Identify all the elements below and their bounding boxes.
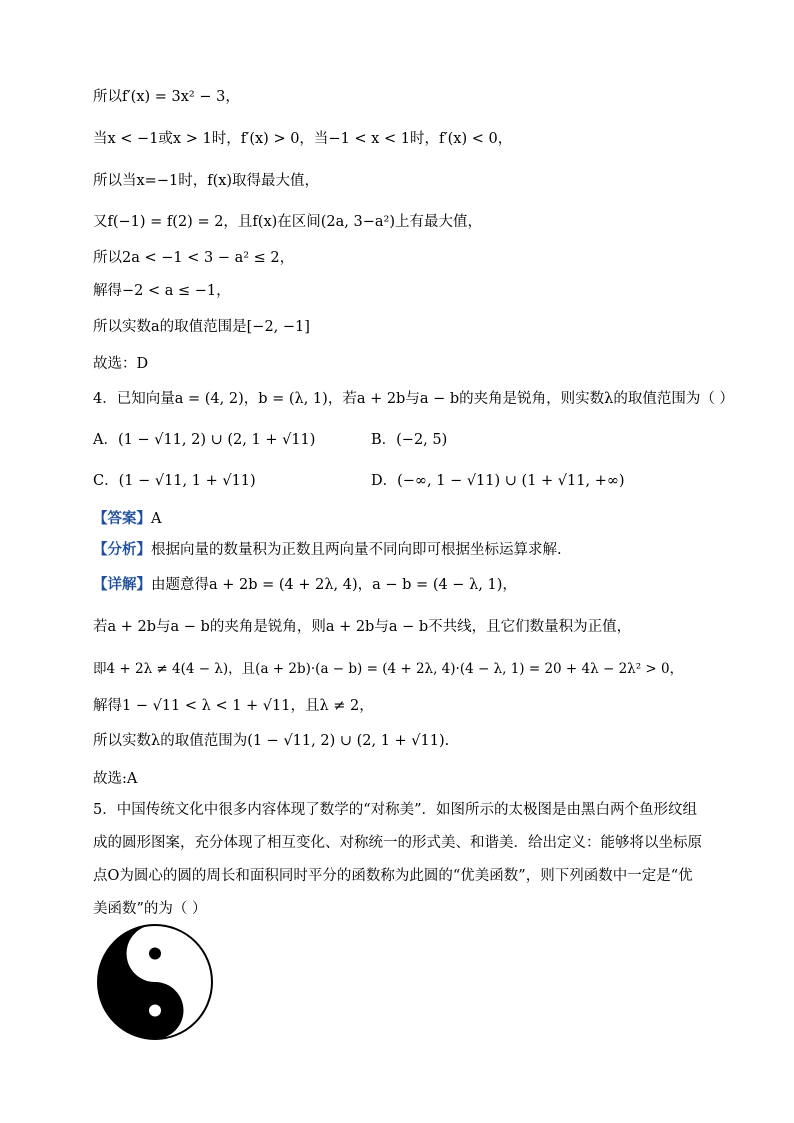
solution-line-5: 所以2a < −1 < 3 − a² ≤ 2， — [93, 250, 295, 266]
option-c: C．(1 − √11, 1 + √11) — [93, 473, 256, 489]
option-d: D．(−∞, 1 − √11) ∪ (1 + √11, +∞) — [371, 473, 625, 489]
question-5: 5．中国传统文化中很多内容体现了数学的“对称美”．如图所示的太极图是由黑白两个鱼形纹组成的圆形图案，充分体现了相互变化、对称统一的形式美、和谐美．给出定义：能够将以坐标原点O为圆心的圆的周长和面积同时平分的函数称为此圆的“优美函数”，则下列函数中一定是“优美函数”的为（ ） — [93, 802, 702, 917]
taiji-icon — [95, 922, 215, 1042]
detail-tag: 【详解】 — [93, 576, 151, 593]
detail-line-6: 故选:A — [93, 771, 138, 787]
solution-line-1: 所以f′(x) = 3x² − 3， — [93, 89, 240, 105]
analysis-text: 根据向量的数量积为正数且两向量不同向即可根据坐标运算求解. — [151, 542, 562, 558]
solution-line-7: 所以实数a的取值范围是[−2, −1] — [93, 319, 310, 335]
detail-line — [93, 575, 517, 595]
solution-line-2: 当x < −1或x > 1时，f′(x) > 0，当−1 < x < 1时，f′(x) < 0， — [93, 131, 513, 147]
question-4: 4．已知向量a = (4, 2)，b = (λ, 1)，若a + 2b与a − b的夹角是锐角，则实数λ的取值范围为（ ） — [93, 391, 734, 407]
answer-tag: 【答案】 — [93, 510, 151, 527]
detail-line-3: 即4 + 2λ ≠ 4(4 − λ)，且(a + 2b)·(a − b) = (4 + 2λ, 4)·(4 − λ, 1) = 20 + 4λ − 2λ² > 0， — [93, 661, 684, 677]
analysis-tag: 【分析】 — [93, 541, 151, 558]
analysis-line — [93, 540, 562, 560]
solution-line-3: 所以当x=−1时，f(x)取得最大值， — [93, 173, 320, 189]
detail-line-4: 解得1 − √11 < λ < 1 + √11，且λ ≠ 2， — [93, 698, 374, 714]
solution-line-8: 故选：D — [93, 356, 149, 372]
option-a: A．(1 − √11, 2) ∪ (2, 1 + √11) — [93, 432, 316, 448]
detail-line-2: 若a + 2b与a − b的夹角是锐角，则a + 2b与a − b不共线，且它们数量积为正值， — [93, 619, 632, 635]
detail-text: 由题意得a + 2b = (4 + 2λ, 4)，a − b = (4 − λ, 1)， — [151, 577, 517, 593]
solution-line-4: 又f(−1) = f(2) = 2，且f(x)在区间(2a, 3−a²)上有最大值， — [93, 214, 483, 230]
option-b: B．(−2, 5) — [371, 432, 448, 448]
answer-value: A — [151, 511, 162, 527]
answer-line — [93, 509, 161, 529]
detail-line-5: 所以实数λ的取值范围为(1 − √11, 2) ∪ (2, 1 + √11). — [93, 733, 450, 749]
solution-line-6: 解得−2 < a ≤ −1， — [93, 283, 231, 299]
